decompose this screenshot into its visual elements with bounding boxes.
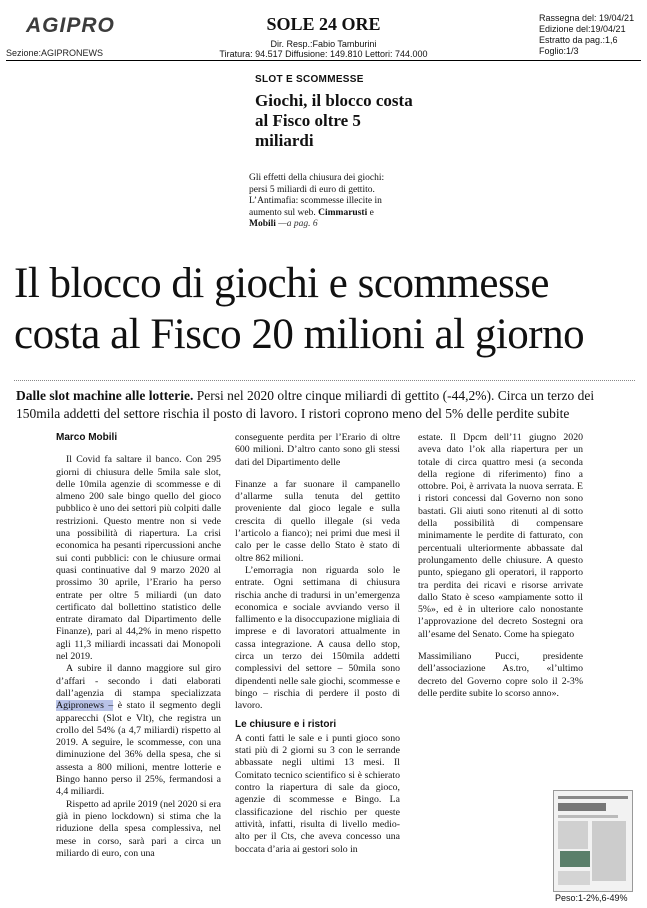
sezione-label: Sezione:AGIPRONEWS xyxy=(6,48,104,58)
paragraph: Finanze a far suonare il campanello d’allarme sulla tenuta del gettito proveniente dal gioco legale e sulla crescita di quello illegale (si veda l’articolo a fianco); nei primi due mesi il calo per le casse dello Stato è stato di oltre 862 milioni. xyxy=(235,478,400,564)
clipping-meta xyxy=(539,13,639,57)
paragraph: Rispetto ad aprile 2019 (nel 2020 si era già in pieno lockdown) si stima che la riduzione della spesa complessiva, nel mese in corso, sarà pari a circa un miliardo di euro, con una xyxy=(56,798,221,859)
teaser-author-2: Mobili xyxy=(249,219,276,229)
teaser-text: Gli effetti della chiusura dei giochi: persi 5 miliardi di euro di gettito. L’Antimafia: scommesse illecite in aumento sul web. xyxy=(249,173,385,218)
teaser-body xyxy=(249,173,399,231)
edizione-date: Edizione del:19/04/21 xyxy=(539,24,626,34)
deck xyxy=(16,387,636,423)
article-column-1 xyxy=(56,432,221,860)
tiratura: Tiratura: 94.517 Diffusione: 149.810 Lettori: 744.000 xyxy=(219,49,428,59)
page-thumbnail xyxy=(553,790,633,892)
article-author: Marco Mobili xyxy=(56,432,118,443)
paragraph: A conti fatti le sale e i punti gioco sono stati più di 2 giorni su 3 con le serrande abbassate negli ultimi 13 mesi. Il Comitato tecnico scientifico si è schierato contro la riapertura di sale da gioco, agenzie di scommesse e Bingo. La classificazione del rischio per queste attività, infatti, risulta di livello medio-alto per il Cts, che aveva concesso una boccata d’aria ai gestori solo in xyxy=(235,732,400,855)
paragraph: Massimiliano Pucci, presidente dell’associazione As.tro, «l’ultimo decreto del Governo copre solo il 2-3% delle perdite subite lo scorso anno». xyxy=(418,651,583,699)
agipro-logo: AGIPRO xyxy=(26,14,115,37)
teaser-author-1: Cimmarusti xyxy=(318,207,368,218)
teaser-author-sep: e xyxy=(367,207,374,218)
teaser-page-ref: —a pag. 6 xyxy=(275,219,318,229)
header-divider xyxy=(6,60,641,61)
paragraph-text: è stato il segmento degli apparecchi (Slot e Vlt), che registra un crollo del 54% (a 4,7 miliardi) rispetto al 2019. A seguire, le scommesse, con una diminuzione del 36% della spesa, che si assesta a 800 milioni, mentre lotterie e Bingo hanno perso il 25%, fermandosi a 4,4 miliardi. xyxy=(56,700,221,798)
teaser-kicker: SLOT E SCOMMESSE xyxy=(255,74,364,85)
paragraph: conseguente perdita per l’Erario di oltre 600 milioni. D’altro canto sono gli stessi dati del Dipartimento delle xyxy=(235,432,400,468)
paragraph xyxy=(56,663,221,798)
paragraph: estate. Il Dpcm dell’11 giugno 2020 aveva dato l’ok alla riapertura per un totale di circa quattro mesi (a seconda della regione di riferimento) fino a ottobre. Poi, è arrivata la nuova serrata. E i ristori concessi dal Governo non sono bastati. Gli aiuti sono ritenuti al di sotto della possibilità di compensare minimamente le perdite di fatturato, con percentuali ulteriormente abbassate dal prolungamento delle chiusure. A questo punto, spiegano gli operatori, il rapporto tra perdita dei ricavi e risorse arrivate dallo Stato è sceso «ampiamente sotto il 5%», ed è in ulteriore calo nonostante l’approvazione del decreto Sostegni ora all’esame del Senato. Come ha spiegato xyxy=(418,432,583,640)
paragraph: L’emorragia non riguarda solo le entrate. Ogni settimana di chiusura rischia anche di tradursi in un’emergenza economica e sociale avviando verso il fallimento e la disoccupazione migliaia di imprese e di lavoratori attualmente in cassa integrazione. A causa dello stop, circa un terzo dei 150mila addetti complessivi del settore – 50mila sono dipendenti nelle sale giochi, scommesse e bingo – rischia di perdere il posto di lavoro. xyxy=(235,564,400,712)
highlighted-source: Agipronews – xyxy=(56,700,114,712)
article-column-3 xyxy=(418,432,583,700)
subhead: Le chiusure e i ristori xyxy=(235,718,337,730)
masthead: SOLE 24 ORE xyxy=(266,14,381,34)
dir-resp: Dir. Resp.:Fabio Tamburini xyxy=(270,39,377,49)
peso-label: Peso:1-2%,6-49% xyxy=(555,893,628,903)
deck-lead: Dalle slot machine alle lotterie. xyxy=(16,388,194,403)
main-headline: Il blocco di giochi e scommesse costa al Fisco 20 milioni al giorno xyxy=(14,260,585,358)
rassegna-date: Rassegna del: 19/04/21 xyxy=(539,13,635,23)
deck-text: Persi nel 2020 oltre cinque miliardi di gettito (-44,2%). Circa un terzo dei 150mila addetti del settore rischia il posto di lavoro. I ristori coprono meno del 5% delle perdite subite xyxy=(16,388,595,421)
paragraph-text: A subire il danno maggiore sul giro d’affari - secondo i dati elaborati dall’agenzia di stampa specializzata xyxy=(56,663,221,699)
article-column-2 xyxy=(235,432,400,856)
foglio: Foglio:1/3 xyxy=(539,46,579,56)
teaser-title: Giochi, il blocco costa al Fisco oltre 5 miliardi xyxy=(255,91,413,150)
estratto-pages: Estratto da pag.:1,6 xyxy=(539,35,618,45)
paragraph: Il Covid fa saltare il banco. Con 295 giorni di chiusura delle 5mila sale slot, delle 10mila agenzie di scommesse e di almeno 200 sale bingo quello del gioco pubblico è uno dei settori più colpiti dalle restrizioni. Questo mentre non si vede una possibilità di riapertura. La crisi economica ha pesanti ripercussioni anche sui conti pubblici: con le chiusure ormai quasi continuative dal 9 marzo 2020 al prossimo 30 aprile, l’Erario ha perso entrate per oltre 5 miliardi (un dato certificato dal bollettino statistico delle entrate diramato dal Dipartimento delle Finanze), pari al 44,2% in meno rispetto agli 11,3 miliardi incassati dai Monopoli nel 2019. xyxy=(56,454,221,663)
headline-divider xyxy=(14,380,635,381)
